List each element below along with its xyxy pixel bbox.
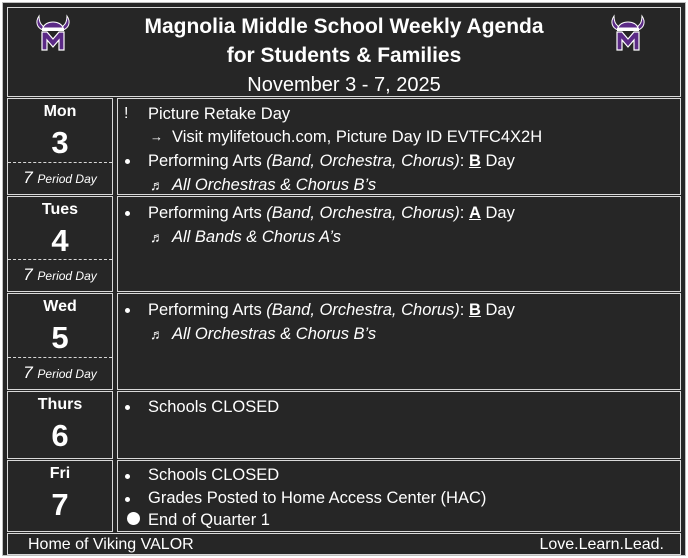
viking-helmet-m-logo-icon xyxy=(608,12,648,52)
day-name: Mon xyxy=(43,103,77,120)
filled-circle-icon xyxy=(127,512,140,525)
agenda-item: All Orchestras & Chorus B’s xyxy=(172,176,377,194)
day-cell xyxy=(7,391,113,459)
day-cell xyxy=(7,98,113,195)
day-cell xyxy=(7,196,113,292)
day-number: 7 xyxy=(51,487,69,522)
agenda-footer xyxy=(7,533,681,555)
day-number: 3 xyxy=(51,125,69,160)
day-name: Fri xyxy=(49,465,71,482)
day-content xyxy=(117,293,681,390)
day-letter: A xyxy=(468,204,481,222)
item-text: Day xyxy=(480,204,515,222)
agenda-header xyxy=(7,7,681,97)
day-cell xyxy=(7,460,113,532)
day-content xyxy=(117,98,681,195)
agenda-subtitle: for Students & Families xyxy=(226,44,462,67)
agenda-page xyxy=(2,2,686,556)
day-number: 4 xyxy=(51,223,69,258)
music-note-icon: ♬ xyxy=(150,177,164,193)
agenda-item xyxy=(148,202,515,224)
item-text: Performing Arts xyxy=(148,152,267,170)
item-text: Day xyxy=(480,152,515,170)
day-name: Wed xyxy=(43,298,77,315)
item-text: Day xyxy=(480,301,515,319)
agenda-item: End of Quarter 1 xyxy=(148,511,270,529)
day-content xyxy=(117,460,681,532)
day-row-mon xyxy=(7,98,681,195)
day-row-thurs xyxy=(7,391,681,459)
bullet-icon xyxy=(125,497,130,502)
exclamation-icon: ! xyxy=(124,105,129,122)
agenda-item: Schools CLOSED xyxy=(148,398,280,416)
day-number: 6 xyxy=(51,418,69,453)
agenda-item: All Bands & Chorus A’s xyxy=(172,228,342,246)
period-count: 7 xyxy=(23,265,33,284)
agenda-item: Schools CLOSED xyxy=(148,466,280,484)
arrow-right-icon: → xyxy=(150,129,163,144)
day-number: 5 xyxy=(51,320,69,355)
day-letter: B xyxy=(468,152,481,170)
agenda-item: Picture Retake Day xyxy=(148,105,291,123)
agenda-item: Visit mylifetouch.com, Picture Day ID EVTFC4X2H xyxy=(172,128,543,146)
item-colon: : xyxy=(459,301,469,319)
bullet-icon xyxy=(125,405,130,410)
agenda-item xyxy=(148,150,515,172)
item-text: Performing Arts xyxy=(148,301,267,319)
agenda-title: Magnolia Middle School Weekly Agenda xyxy=(144,15,544,38)
item-colon: : xyxy=(459,204,469,222)
day-letter: B xyxy=(468,301,481,319)
period-day-label xyxy=(8,259,112,291)
item-ensembles: (Band, Orchestra, Chorus) xyxy=(266,301,460,319)
day-content xyxy=(117,391,681,459)
period-text: Period Day xyxy=(37,269,97,283)
bullet-icon xyxy=(125,308,130,313)
day-cell xyxy=(7,293,113,390)
agenda-item: Grades Posted to Home Access Center (HAC) xyxy=(148,489,487,507)
item-colon: : xyxy=(459,152,469,170)
period-day-label xyxy=(8,162,112,194)
item-text: Performing Arts xyxy=(148,204,267,222)
agenda-dates: November 3 - 7, 2025 xyxy=(247,74,441,96)
footer-motto-left: Home of Viking VALOR xyxy=(28,536,194,553)
music-note-icon: ♬ xyxy=(150,229,164,245)
item-ensembles: (Band, Orchestra, Chorus) xyxy=(266,152,460,170)
music-note-icon: ♬ xyxy=(150,326,164,342)
period-text: Period Day xyxy=(37,367,97,381)
bullet-icon xyxy=(125,159,130,164)
day-row-tues xyxy=(7,196,681,292)
period-day-label xyxy=(8,357,112,389)
bullet-icon xyxy=(125,211,130,216)
period-count: 7 xyxy=(23,168,33,187)
footer-motto-right: Love.Learn.Lead. xyxy=(539,536,664,553)
item-ensembles: (Band, Orchestra, Chorus) xyxy=(266,204,460,222)
day-name: Thurs xyxy=(37,396,83,413)
day-name: Tues xyxy=(41,201,79,218)
day-row-wed xyxy=(7,293,681,390)
day-row-fri xyxy=(7,460,681,532)
agenda-item xyxy=(148,299,515,321)
period-count: 7 xyxy=(23,363,33,382)
agenda-item: All Orchestras & Chorus B’s xyxy=(172,325,377,343)
period-text: Period Day xyxy=(37,172,97,186)
bullet-icon xyxy=(125,474,130,479)
day-content xyxy=(117,196,681,292)
